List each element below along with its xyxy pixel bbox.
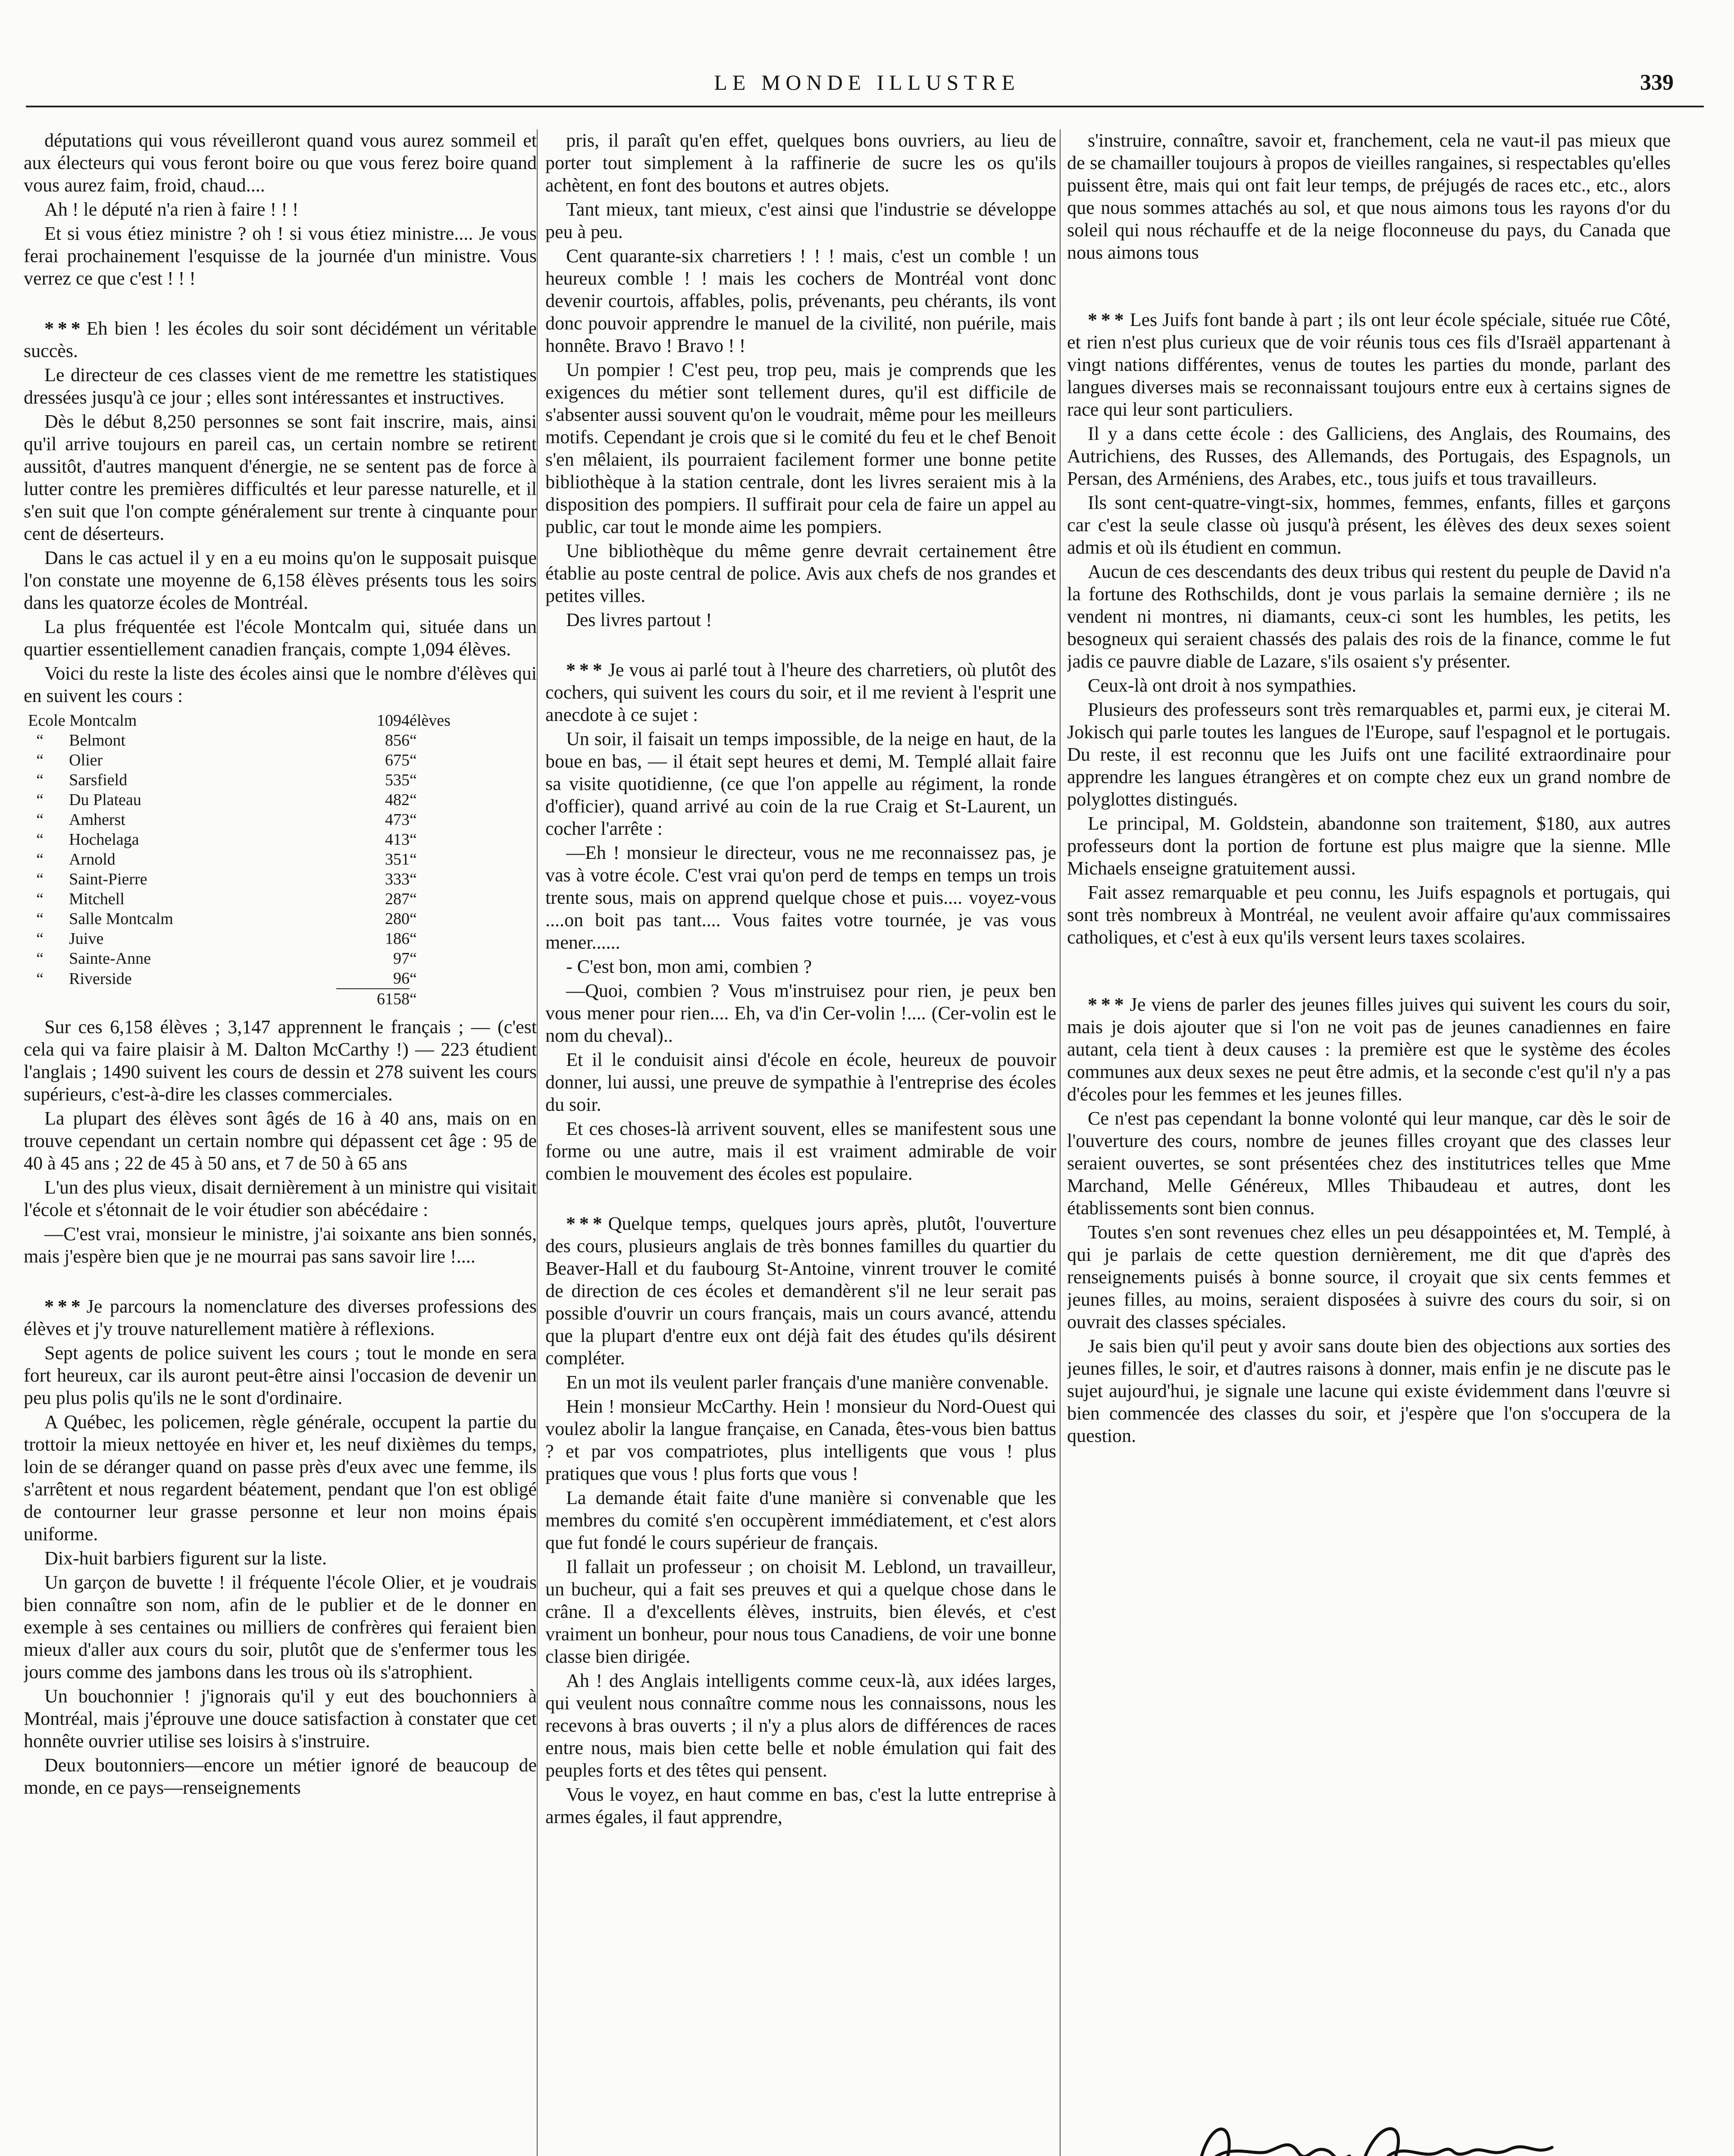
paragraph bbox=[24, 1571, 537, 1683]
paragraph-text: L'un des plus vieux, disait dernièrement à un ministre qui visitait l'école et s'étonnait de le voir étudier son abécédaire : bbox=[24, 1177, 537, 1220]
paragraph-text: - C'est bon, mon ami, combien ? bbox=[566, 956, 812, 977]
table-row bbox=[28, 869, 511, 889]
paragraph-text: Ce n'est pas cependant la bonne volonté qui leur manque, car dès le soir de l'ouverture des cours, nombre de jeunes filles croyant que des classes leur seraient ouvertes, se sont présentées chez des institutrices telles que Mme Marchand, Melle Généreux, Mlles Thibaudeau et autres, dont les établissements sont bien connus. bbox=[1067, 1108, 1671, 1219]
paragraph bbox=[24, 616, 537, 661]
paragraph bbox=[1067, 993, 1671, 1106]
paragraph bbox=[545, 245, 1056, 357]
paragraph bbox=[24, 1342, 537, 1409]
paragraph bbox=[545, 659, 1056, 726]
column-divider bbox=[537, 129, 538, 2156]
ditto-mark: “ bbox=[36, 731, 44, 749]
col1-after-table bbox=[24, 1016, 537, 1268]
paragraph-text: Je viens de parler des jeunes filles juives qui suivent les cours du soir, mais je dois ajouter que si l'on ne voit pas de jeunes canadiennes en faire autant, cela tient à deux causes : la première est que le système des écoles communes aux deux sexes ne peut être admis, et la seconde c'est qu'il n'y a pas d'écoles pour les femmes et les jeunes filles. bbox=[1067, 994, 1671, 1105]
student-count: 186 bbox=[385, 930, 410, 948]
paragraph-text: Une bibliothèque du même genre devrait certainement être établie au poste central de police. Avis aux chefs de nos grandes et petites villes. bbox=[545, 540, 1056, 606]
student-count: 535 bbox=[385, 771, 410, 789]
paragraph-text: Le principal, M. Goldstein, abandonne son traitement, $180, aux autres professeurs dont la portion de fortune est plus maigre que la sienne. Mlle Michaels enseigne gratuitement aussi. bbox=[1067, 813, 1671, 879]
paragraph bbox=[1067, 1107, 1671, 1219]
student-count: 413 bbox=[385, 830, 410, 849]
paragraph bbox=[1067, 812, 1671, 880]
table-row bbox=[28, 929, 511, 949]
school-name: Juive bbox=[69, 930, 104, 948]
ditto-mark: “ bbox=[36, 771, 44, 789]
paragraph-text: Quelque temps, quelques jours après, plutôt, l'ouverture des cours, plusieurs anglais de très bonnes familles du quartier du Beaver-Hall et du faubourg St-Antoine, vinrent trouver le comité de direction de ces écoles et demandèrent s'il ne leur serait pas possible d'ouvrir un cours français, mais un cours avancé, attendu que la plupart d'entre eux ont déjà fait des études qu'ils désirent compléter. bbox=[545, 1213, 1056, 1369]
count-unit: “ bbox=[410, 990, 417, 1008]
table-row bbox=[28, 790, 511, 810]
paragraph bbox=[545, 1670, 1056, 1782]
total-count: 6158 bbox=[336, 989, 410, 1009]
author-signature bbox=[1181, 2104, 1578, 2156]
paragraph bbox=[1067, 674, 1671, 697]
page-header bbox=[26, 65, 1708, 103]
student-count: 96 bbox=[393, 969, 410, 987]
paragraph bbox=[545, 956, 1056, 978]
paragraph bbox=[545, 129, 1056, 197]
paragraph bbox=[545, 1783, 1056, 1828]
paragraph-text: Un soir, il faisait un temps impossible, de la neige en haut, de la boue en bas, — il était sept heures et demi, M. Templé allait faire sa visite quotidienne, (ce que l'on appelle au régiment, la ronde d'officier), quand arrivé au coin de la rue Craig et St-Laurent, un cocher l'arrête : bbox=[545, 728, 1056, 839]
paragraph bbox=[545, 359, 1056, 538]
count-unit: “ bbox=[410, 890, 417, 908]
paragraph bbox=[1067, 561, 1671, 673]
paragraph-text: Toutes s'en sont revenues chez elles un peu désappointées et, M. Templé, à qui je parlais de cette question dernièrement, me dit que d'après des renseignements puisés à bonne source, il croyait que six cents femmes et jeunes filles, au moins, seraient disposées à suivre des cours du soir, si on ouvrait des classes spéciales. bbox=[1067, 1222, 1671, 1332]
paragraph-text: Dix-huit barbiers figurent sur la liste. bbox=[44, 1548, 327, 1569]
col1-intro bbox=[24, 129, 537, 290]
ditto-mark: “ bbox=[36, 791, 44, 809]
school-name: Sarsfield bbox=[69, 771, 128, 789]
ditto-mark: “ bbox=[36, 950, 44, 968]
col1-section-3 bbox=[24, 1295, 537, 1799]
page-number: 339 bbox=[1640, 70, 1674, 95]
paragraph-text: —Eh ! monsieur le directeur, vous ne me reconnaissez pas, je vas à votre école. C'est vrai qu'on perd de temps en temps un trois trente sous, mais on apprend quelque chose et puis.... voyez-vous ....on boit pas tant.... Vous faites votre tournée, je vas vous mener...... bbox=[545, 842, 1056, 953]
school-name: Salle Montcalm bbox=[69, 910, 173, 928]
paragraph bbox=[24, 1295, 537, 1340]
school-name: Olier bbox=[69, 751, 103, 769]
paragraph-text: Et il le conduisit ainsi d'école en école, heureux de pouvoir donner, lui aussi, une preuve de sympathie à l'entreprise des écoles du soir. bbox=[545, 1049, 1056, 1115]
col1-section-2 bbox=[24, 317, 537, 707]
section-mark: * * * bbox=[44, 1296, 81, 1317]
paragraph-text: Un garçon de buvette ! il fréquente l'école Olier, et je voudrais bien connaître son nom, afin de le publier et de le donner en exemple à ses centaines ou milliers de confrères qui feraient bien mieux d'aller aux cours du soir, plutôt que de s'enfermer tous les jours comme des jambons dans les trous où ils s'atrophient. bbox=[24, 1572, 537, 1683]
paragraph bbox=[1067, 129, 1671, 264]
paragraph bbox=[24, 364, 537, 409]
count-unit: élèves bbox=[410, 711, 451, 730]
student-count: 856 bbox=[385, 731, 410, 749]
count-unit: “ bbox=[410, 870, 417, 888]
col3-section-3 bbox=[1067, 993, 1671, 1447]
paragraph bbox=[24, 1223, 537, 1268]
paragraph bbox=[24, 129, 537, 197]
paragraph bbox=[1067, 699, 1671, 811]
paragraph bbox=[545, 1118, 1056, 1185]
paragraph-text: La demande était faite d'une manière si convenable que les membres du comité s'en occupèrent immédiatement, et c'est alors que fut fondé le cours supérieur de français. bbox=[545, 1487, 1056, 1553]
paragraph-text: Sur ces 6,158 élèves ; 3,147 apprennent le français ; — (c'est cela qui va faire plaisir à M. Dalton McCarthy !) — 223 étudient l'anglais ; 1490 suivent les cours de dessin et 278 suivent les cours supérieurs, c'est-à-dire les classes commerciales. bbox=[24, 1016, 537, 1105]
paragraph-text: La plupart des élèves sont âgés de 16 à 40 ans, mais on en trouve cependant un certain nombre qui dépassent cet âge : 95 de 40 à 45 ans ; 22 de 45 à 50 ans, et 7 de 50 à 65 ans bbox=[24, 1108, 537, 1174]
ditto-mark: “ bbox=[36, 910, 44, 928]
paragraph-text: A Québec, les policemen, règle générale, occupent la partie du trottoir la mieux nettoyée en hiver et, les neuf dixièmes du temps, loin de se déranger quand on passe près d'eux avec une femme, ils s'arrêtent et nous regardent béatement, pendant que l'on est obligé de contourner leur grasse personne et leur non moins épais uniforme. bbox=[24, 1411, 537, 1545]
paragraph-text: Ils sont cent-quatre-vingt-six, hommes, femmes, enfants, filles et garçons car c'est la seule classe où jusqu'à présent, les élèves des deux sexes soient admis et où ils étudient en commun. bbox=[1067, 492, 1671, 558]
paragraph-text: Ah ! des Anglais intelligents comme ceux-là, aux idées larges, qui veulent nous connaître comme nous les connaissons, nous les recevons à bras ouverts ; il n'y a plus alors de différences de races entre nous, mais bien cette belle et noble émulation qui fait des peuples forts et des têtes qui pensent. bbox=[545, 1670, 1056, 1781]
paragraph bbox=[24, 317, 537, 362]
paragraph bbox=[1067, 309, 1671, 421]
school-name: Arnold bbox=[69, 850, 116, 868]
count-unit: “ bbox=[410, 910, 417, 928]
paragraph bbox=[24, 547, 537, 614]
col3-section-2 bbox=[1067, 309, 1671, 949]
paragraph bbox=[24, 1107, 537, 1175]
table-row bbox=[28, 750, 511, 770]
paragraph-text: Sept agents de police suivent les cours ; tout le monde en sera fort heureux, car ils auront peut-être ainsi l'occasion de devenir un peu plus polis qu'ils ne le sont d'ordinaire. bbox=[24, 1342, 537, 1408]
table-row bbox=[28, 949, 511, 968]
section-mark: * * * bbox=[566, 659, 602, 680]
column-divider bbox=[1060, 129, 1061, 2156]
paragraph bbox=[545, 1487, 1056, 1554]
table-row bbox=[28, 968, 511, 989]
paragraph-text: pris, il paraît qu'en effet, quelques bons ouvriers, au lieu de porter tout simplement à la raffinerie de sucre les os qu'ils achètent, en font des boutons et autres objets. bbox=[545, 130, 1056, 196]
paragraph bbox=[24, 1176, 537, 1221]
paragraph-text: La plus fréquentée est l'école Montcalm qui, située dans un quartier essentiellement canadien français, compte 1,094 élèves. bbox=[24, 616, 537, 660]
paragraph bbox=[1067, 1335, 1671, 1447]
col2-intro bbox=[545, 129, 1056, 631]
count-unit: “ bbox=[410, 830, 417, 849]
section-mark: * * * bbox=[44, 318, 81, 339]
paragraph-text: Aucun de ces descendants des deux tribus qui restent du peuple de David n'a la fortune des Rothschilds, dont je vous parlais la semaine dernière ; ils ne vendent ni montres, ni diamants, ceux-ci sont les humbles, les petits, les besogneux qui seraient chassés des palais des rois de la finance, comme le fut jadis ce pauvre diable de Lazare, s'ils osaient s'y présenter. bbox=[1067, 561, 1671, 672]
paragraph-text: —Quoi, combien ? Vous m'instruisez pour rien, je peux ben vous mener pour rien.... Eh, va d'in Cer-volin !.... (Cer-volin est le nom du cheval).. bbox=[545, 980, 1056, 1046]
ditto-mark: “ bbox=[36, 870, 44, 888]
count-unit: “ bbox=[410, 950, 417, 968]
section-mark: * * * bbox=[1088, 994, 1124, 1015]
school-name: Sainte-Anne bbox=[69, 950, 151, 968]
table-row bbox=[28, 830, 511, 849]
ditto-mark: “ bbox=[36, 930, 44, 948]
paragraph bbox=[545, 1213, 1056, 1369]
paragraph-text: Un bouchonnier ! j'ignorais qu'il y eut des bouchonniers à Montréal, mais j'éprouve une douce satisfaction à constater que cet honnête ouvrier utilise ses loisirs à s'instruire. bbox=[24, 1686, 537, 1752]
paragraph-text: Les Juifs font bande à part ; ils ont leur école spéciale, située rue Côté, et rien n'est plus curieux que de voir réunis tous ces fils d'Israël appartenant à vingt nations différentes, venus de toutes les parties du monde, parlant des langues diverses mais se reconnaissant toujours entre eux à certains signes de race qui leur sont particuliers. bbox=[1067, 309, 1671, 420]
paragraph bbox=[545, 1049, 1056, 1116]
school-name: Du Plateau bbox=[69, 791, 141, 809]
paragraph bbox=[1067, 1221, 1671, 1333]
school-name: Belmont bbox=[69, 731, 125, 749]
table-row bbox=[28, 810, 511, 830]
paragraph bbox=[24, 1685, 537, 1752]
section-mark: * * * bbox=[1088, 309, 1124, 330]
ditto-mark: “ bbox=[36, 969, 44, 988]
paragraph bbox=[545, 540, 1056, 607]
ditto-mark: “ bbox=[36, 811, 44, 829]
paragraph-text: Des livres partout ! bbox=[566, 609, 712, 630]
school-name: Saint-Pierre bbox=[69, 870, 147, 888]
paragraph bbox=[545, 1371, 1056, 1394]
paragraph-text: Et ces choses-là arrivent souvent, elles se manifestent sous une forme ou une autre, mais il est vraiment admirable de voir combien le mouvement des écoles est populaire. bbox=[545, 1118, 1056, 1184]
section-mark: * * * bbox=[566, 1213, 602, 1234]
col3-intro bbox=[1067, 129, 1671, 264]
paragraph-text: Le directeur de ces classes vient de me remettre les statistiques dressées jusqu'à ce jour ; elles sont intéressantes et instructives. bbox=[24, 364, 537, 408]
masthead-title: LE MONDE ILLUSTRE bbox=[714, 70, 1020, 94]
student-count: 351 bbox=[385, 850, 410, 868]
count-unit: “ bbox=[410, 771, 417, 789]
count-unit: “ bbox=[410, 930, 417, 948]
count-unit: “ bbox=[410, 791, 417, 809]
paragraph-text: Fait assez remarquable et peu connu, les Juifs espagnols et portugais, qui sont très nombreux à Montréal, ne veulent avoir affaire qu'aux commissaires catholiques, et c'est à eux qu'ils versent leurs taxes scolaires. bbox=[1067, 882, 1671, 948]
school-name: Ecole Montcalm bbox=[28, 711, 137, 730]
paragraph bbox=[1067, 423, 1671, 490]
table-row bbox=[28, 889, 511, 909]
paragraph bbox=[24, 1754, 537, 1799]
table-total-row bbox=[28, 989, 511, 1009]
school-name: Riverside bbox=[69, 969, 132, 988]
paragraph bbox=[1067, 492, 1671, 559]
table-row bbox=[28, 909, 511, 929]
paragraph bbox=[24, 198, 537, 221]
paragraph-text: Tant mieux, tant mieux, c'est ainsi que l'industrie se développe peu à peu. bbox=[545, 199, 1056, 242]
paragraph-text: Vous le voyez, en haut comme en bas, c'est la lutte entreprise à armes égales, il faut apprendre, bbox=[545, 1784, 1056, 1827]
paragraph-text: Et si vous étiez ministre ? oh ! si vous étiez ministre.... Je vous ferai prochainement l'esquisse de la journée d'un ministre. Vous verrez ce que c'est ! ! ! bbox=[24, 223, 537, 289]
paragraph-text: Eh bien ! les écoles du soir sont décidément un véritable succès. bbox=[24, 318, 537, 361]
paragraph-text: Je vous ai parlé tout à l'heure des charretiers, où plutôt des cochers, qui suivent les cours du soir, et il me revient à l'esprit une anecdote à ce sujet : bbox=[545, 659, 1056, 725]
student-count: 287 bbox=[385, 890, 410, 908]
paragraph bbox=[24, 411, 537, 545]
paragraph-text: Ceux-là ont droit à nos sympathies. bbox=[1088, 675, 1357, 696]
ditto-mark: “ bbox=[36, 830, 44, 849]
student-count: 333 bbox=[385, 870, 410, 888]
table-row bbox=[28, 730, 511, 750]
header-rule bbox=[26, 106, 1704, 107]
paragraph-text: Je parcours la nomenclature des diverses professions des élèves et j'y trouve naturellement matière à réflexions. bbox=[24, 1296, 537, 1339]
paragraph bbox=[545, 980, 1056, 1047]
student-count: 1094 bbox=[377, 711, 410, 730]
paragraph bbox=[24, 1016, 537, 1106]
paragraph-text: s'instruire, connaître, savoir et, franchement, cela ne vaut-il pas mieux que de se chamailler toujours à propos de vieilles rangaines, si respectables qu'elles puissent être, mais qui ont fait leur temps, de préjugés de races etc., etc., alors que nous sommes attachés au sol, et que nous aimons tous les rayons d'or du soleil qui nous réchauffe et de la neige floconneuse du pays, du Canada que nous aimons tous bbox=[1067, 130, 1671, 263]
ditto-mark: “ bbox=[36, 751, 44, 769]
paragraph-text: Deux boutonniers—encore un métier ignoré de beaucoup de monde, en ce pays—renseignements bbox=[24, 1755, 537, 1798]
paragraph bbox=[545, 1556, 1056, 1668]
paragraph-text: Cent quarante-six charretiers ! ! ! mais, c'est un comble ! un heureux comble ! ! mais les cochers de Montréal vont donc devenir courtois, affables, polis, prévenants, peu chérants, ils vont donc pouvoir apprendre le manuel de la civilité, non puérile, mais honnête. Bravo ! Bravo ! ! bbox=[545, 245, 1056, 356]
paragraph bbox=[545, 728, 1056, 840]
paragraph bbox=[545, 842, 1056, 954]
paragraph-text: Hein ! monsieur McCarthy. Hein ! monsieur du Nord-Ouest qui voulez abolir la langue française, en Canada, êtes-vous bien battus ? et par vos compatriotes, plus intelligents que vous ! plus pratiques que vous ! plus forts que vous ! bbox=[545, 1396, 1056, 1484]
paragraph bbox=[24, 1411, 537, 1545]
paragraph-text: Plusieurs des professeurs sont très remarquables et, parmi eux, je citerai M. Jokisch qui parle toutes les langues de l'Europe, sauf l'espagnol et le portugais. Du reste, il est reconnu que les Juifs ont une facilité extraordinaire pour apprendre les langues étrangères et on compte chez eux un grand nombre de polyglottes distingués. bbox=[1067, 699, 1671, 810]
paragraph-text: Voici du reste la liste des écoles ainsi que le nombre d'élèves qui en suivent les cours : bbox=[24, 663, 537, 706]
paragraph-text: Dès le début 8,250 personnes se sont fait inscrire, mais, ainsi qu'il arrive toujours en pareil cas, un certain nombre se retirent aussitôt, d'autres manquent d'énergie, ne se sentent pas de force à lutter contre les premières difficultés et leur paresse naturelle, et il s'en suit que l'on compte généralement sur trente à cinquante pour cent de déserteurs. bbox=[24, 411, 537, 544]
ditto-mark: “ bbox=[36, 890, 44, 908]
column-2 bbox=[545, 129, 1056, 2156]
paragraph bbox=[545, 198, 1056, 243]
paragraph-text: Il y a dans cette école : des Galliciens, des Anglais, des Roumains, des Autrichiens, des Russes, des Allemands, des Portugais, des Espagnols, un Persan, des Arméniens, des Arabes, etc., tous juifs et tous travailleurs. bbox=[1067, 423, 1671, 489]
school-name: Mitchell bbox=[69, 890, 125, 908]
table-row bbox=[28, 770, 511, 790]
student-count: 482 bbox=[385, 791, 410, 809]
count-unit: “ bbox=[410, 811, 417, 829]
student-count: 675 bbox=[385, 751, 410, 769]
column-1 bbox=[24, 129, 537, 2156]
col2-section-2 bbox=[545, 659, 1056, 1185]
student-count: 280 bbox=[385, 910, 410, 928]
table-row bbox=[28, 711, 511, 730]
count-unit: “ bbox=[410, 751, 417, 769]
paragraph bbox=[545, 609, 1056, 631]
student-count: 473 bbox=[385, 811, 410, 829]
paragraph-text: —C'est vrai, monsieur le ministre, j'ai soixante ans bien sonnés, mais j'espère bien que je ne mourrai pas sans savoir lire !.... bbox=[24, 1223, 537, 1267]
column-3 bbox=[1067, 129, 1671, 2156]
count-unit: “ bbox=[410, 850, 417, 868]
paragraph-text: Ah ! le député n'a rien à faire ! ! ! bbox=[44, 199, 299, 220]
paragraph bbox=[1067, 881, 1671, 949]
paragraph-text: Il fallait un professeur ; on choisit M. Leblond, un travailleur, un bucheur, qui a fait ses preuves et qui a quelque chose dans le crâne. Il a d'excellents élèves, instruits, bien élevés, et c'est vraiment un bonheur, pour nous tous Canadiens, de voir une bonne classe bien dirigée. bbox=[545, 1556, 1056, 1667]
paragraph-text: députations qui vous réveilleront quand vous aurez sommeil et aux électeurs qui vous feront boire ou que vous ferez boire quand vous aurez faim, froid, chaud.... bbox=[24, 130, 537, 196]
paragraph-text: Je sais bien qu'il peut y avoir sans doute bien des objections aux sorties des jeunes filles, le soir, et d'autres raisons à donner, mais enfin je ne discute pas le sujet aujourd'hui, je signale une lacune qui existe évidemment dans l'œuvre si bien commencée des classes du soir, et j'espère que l'on s'occupera de la question. bbox=[1067, 1335, 1671, 1446]
school-name: Amherst bbox=[69, 811, 125, 829]
student-count: 97 bbox=[393, 950, 410, 968]
paragraph-text: Dans le cas actuel il y en a eu moins qu'on le supposait puisque l'on constate une moyenne de 6,158 élèves présents tous les soirs dans les quatorze écoles de Montréal. bbox=[24, 547, 537, 613]
paragraph bbox=[24, 1547, 537, 1570]
paragraph-text: En un mot ils veulent parler français d'une manière convenable. bbox=[566, 1372, 1049, 1393]
schools-table bbox=[28, 711, 511, 1009]
count-unit: “ bbox=[410, 969, 417, 988]
paragraph bbox=[24, 662, 537, 707]
paragraph bbox=[545, 1395, 1056, 1485]
ditto-mark: “ bbox=[36, 850, 44, 868]
school-name: Hochelaga bbox=[69, 830, 139, 849]
col2-section-3 bbox=[545, 1213, 1056, 1828]
paragraph bbox=[24, 222, 537, 290]
table-row bbox=[28, 849, 511, 869]
count-unit: “ bbox=[410, 731, 417, 749]
paragraph-text: Un pompier ! C'est peu, trop peu, mais je comprends que les exigences du métier sont tellement dures, qu'il est difficile de s'absenter aussi souvent qu'on le voudrait, même pour les meilleurs motifs. Cependant je crois que si le comité du feu et le chef Benoit s'en mêlaient, ils pourraient facilement former une bonne petite bibliothèque à la station centrale, dont les livres seraient mis à la disposition des pompiers. Il suffirait pour cela de faire un appel au public, car tout le monde aime les pompiers. bbox=[545, 359, 1056, 537]
